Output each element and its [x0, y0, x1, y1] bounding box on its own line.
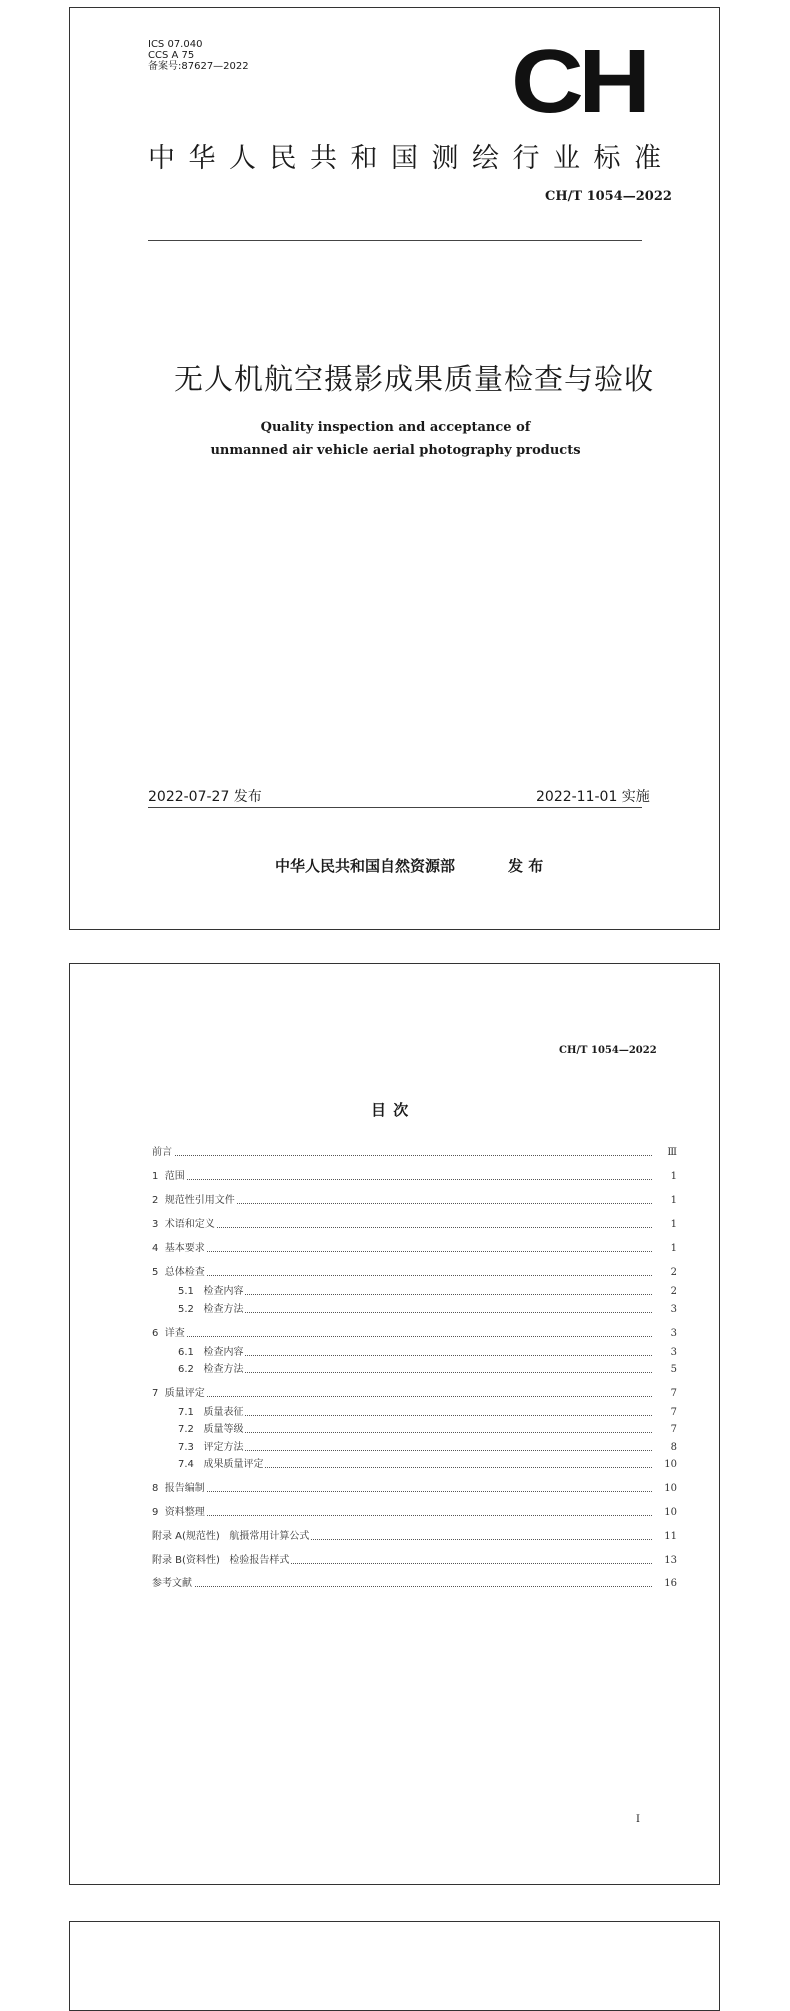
toc-item-label: 2 规范性引用文件 [152, 1195, 235, 1206]
toc-item[interactable] [152, 1578, 679, 1590]
toc-item-label: 附录 A(规范性) 航摄常用计算公式 [152, 1531, 310, 1542]
toc-leader-dots [178, 1344, 652, 1356]
standard-category-title: 中华人民共和国测绘行业标准 [148, 143, 675, 174]
toc-item-label: 6 详查 [152, 1328, 185, 1339]
toc-item-page: 13 [664, 1555, 677, 1566]
toc-item[interactable] [152, 1388, 679, 1400]
toc-item-label: 8 报告编制 [152, 1483, 205, 1494]
toc-leader-dots [178, 1301, 652, 1313]
toc-item-label: 1 范围 [152, 1171, 185, 1182]
toc-leader-dots [152, 1325, 652, 1337]
toc-item[interactable] [152, 1364, 679, 1376]
toc-item-label: 5 总体检查 [152, 1267, 205, 1278]
title-en-line2: unmanned air vehicle aerial photography products [210, 443, 581, 458]
toc-item-page: 1 [670, 1243, 677, 1254]
toc-item-label: 9 资料整理 [152, 1507, 205, 1518]
toc-heading: 目 次 [371, 1101, 410, 1119]
toc-item-page: 1 [670, 1171, 677, 1182]
toc-item-page: 10 [664, 1483, 677, 1494]
toc-page [69, 963, 720, 1885]
toc-item-page: 1 [670, 1195, 677, 1206]
title-en-line1: Quality inspection and acceptance of [260, 420, 531, 435]
toc-leader-dots [152, 1216, 652, 1228]
page-number: I [636, 1814, 640, 1825]
toc-item-page: 1 [670, 1219, 677, 1230]
main-title-cn: 无人机航空摄影成果质量检查与验收 [174, 362, 655, 396]
toc-item-page: 10 [664, 1507, 677, 1518]
toc-item[interactable] [152, 1243, 679, 1255]
toc-leader-dots [152, 1144, 652, 1156]
toc-standard-code: CH/T 1054—2022 [559, 1045, 657, 1056]
implement-date: 2022-11-01 实施 [536, 789, 650, 805]
toc-leader-dots [152, 1240, 652, 1252]
toc-item-label: 6.2 检查方法 [178, 1364, 244, 1375]
toc-item[interactable] [152, 1483, 679, 1495]
toc-item-label: 7.4 成果质量评定 [178, 1459, 264, 1470]
ccs-code: CCS A 75 [148, 50, 195, 61]
header-rule [148, 240, 642, 241]
toc-item-page: 5 [670, 1364, 677, 1375]
toc-item-page: 10 [664, 1459, 677, 1470]
toc-leader-dots [152, 1504, 652, 1516]
toc-leader-dots [178, 1421, 652, 1433]
toc-item-page: 2 [670, 1267, 677, 1278]
toc-item[interactable] [152, 1219, 679, 1231]
toc-item[interactable] [152, 1195, 679, 1207]
toc-item[interactable] [152, 1347, 679, 1359]
toc-item-page: 8 [670, 1442, 677, 1453]
toc-item-page: 7 [670, 1424, 677, 1435]
toc-item-page: 11 [664, 1531, 677, 1542]
date-rule [148, 807, 642, 808]
toc-item[interactable] [152, 1507, 679, 1519]
ch-logo: CH [511, 32, 646, 132]
toc-item[interactable] [152, 1267, 679, 1279]
publisher: 中华人民共和国自然资源部 [275, 857, 456, 875]
toc-leader-dots [178, 1439, 652, 1451]
toc-leader-dots [178, 1361, 652, 1373]
toc-leader-dots [152, 1168, 652, 1180]
toc-leader-dots [152, 1264, 652, 1276]
toc-item-label: 7 质量评定 [152, 1388, 205, 1399]
toc-item-label: 7.3 评定方法 [178, 1442, 244, 1453]
toc-item[interactable] [152, 1328, 679, 1340]
toc-leader-dots [152, 1385, 652, 1397]
toc-item-label: 参考文献 [152, 1578, 192, 1589]
toc-item-label: 5.1 检查内容 [178, 1286, 244, 1297]
toc-item-page: 16 [664, 1578, 677, 1589]
ics-code: ICS 07.040 [148, 39, 203, 50]
toc-item-label: 前言 [152, 1147, 172, 1158]
toc-item-page: 2 [670, 1286, 677, 1297]
toc-leader-dots [152, 1575, 652, 1587]
toc-item[interactable] [152, 1407, 679, 1419]
cover-page [69, 7, 720, 930]
toc-leader-dots [178, 1404, 652, 1416]
toc-item[interactable] [152, 1531, 679, 1543]
toc-item-page: 7 [670, 1388, 677, 1399]
standard-code: CH/T 1054—2022 [545, 189, 672, 204]
release-date: 2022-07-27 发布 [148, 789, 262, 805]
toc-item-page: 3 [670, 1347, 677, 1358]
toc-item[interactable] [152, 1171, 679, 1183]
toc-item[interactable] [152, 1555, 679, 1567]
toc-item-label: 7.2 质量等级 [178, 1424, 244, 1435]
toc-item-page: 3 [670, 1304, 677, 1315]
toc-item-label: 附录 B(资料性) 检验报告样式 [152, 1555, 290, 1566]
toc-item-page: 3 [670, 1328, 677, 1339]
toc-item[interactable] [152, 1286, 679, 1298]
publish-word: 发 布 [508, 857, 544, 875]
toc-item[interactable] [152, 1459, 679, 1471]
toc-item-page: 7 [670, 1407, 677, 1418]
toc-item-label: 3 术语和定义 [152, 1219, 215, 1230]
toc-item[interactable] [152, 1147, 679, 1159]
toc-item[interactable] [152, 1424, 679, 1436]
toc-item[interactable] [152, 1304, 679, 1316]
next-page [69, 1921, 720, 2011]
toc-leader-dots [178, 1283, 652, 1295]
toc-item-label: 6.1 检查内容 [178, 1347, 244, 1358]
toc-item[interactable] [152, 1442, 679, 1454]
toc-item-label: 4 基本要求 [152, 1243, 205, 1254]
toc-item-label: 5.2 检查方法 [178, 1304, 244, 1315]
toc-leader-dots [152, 1480, 652, 1492]
toc-item-label: 7.1 质量表征 [178, 1407, 244, 1418]
toc-item-page: Ⅲ [667, 1147, 677, 1158]
filing-number: 备案号:87627—2022 [148, 61, 249, 72]
